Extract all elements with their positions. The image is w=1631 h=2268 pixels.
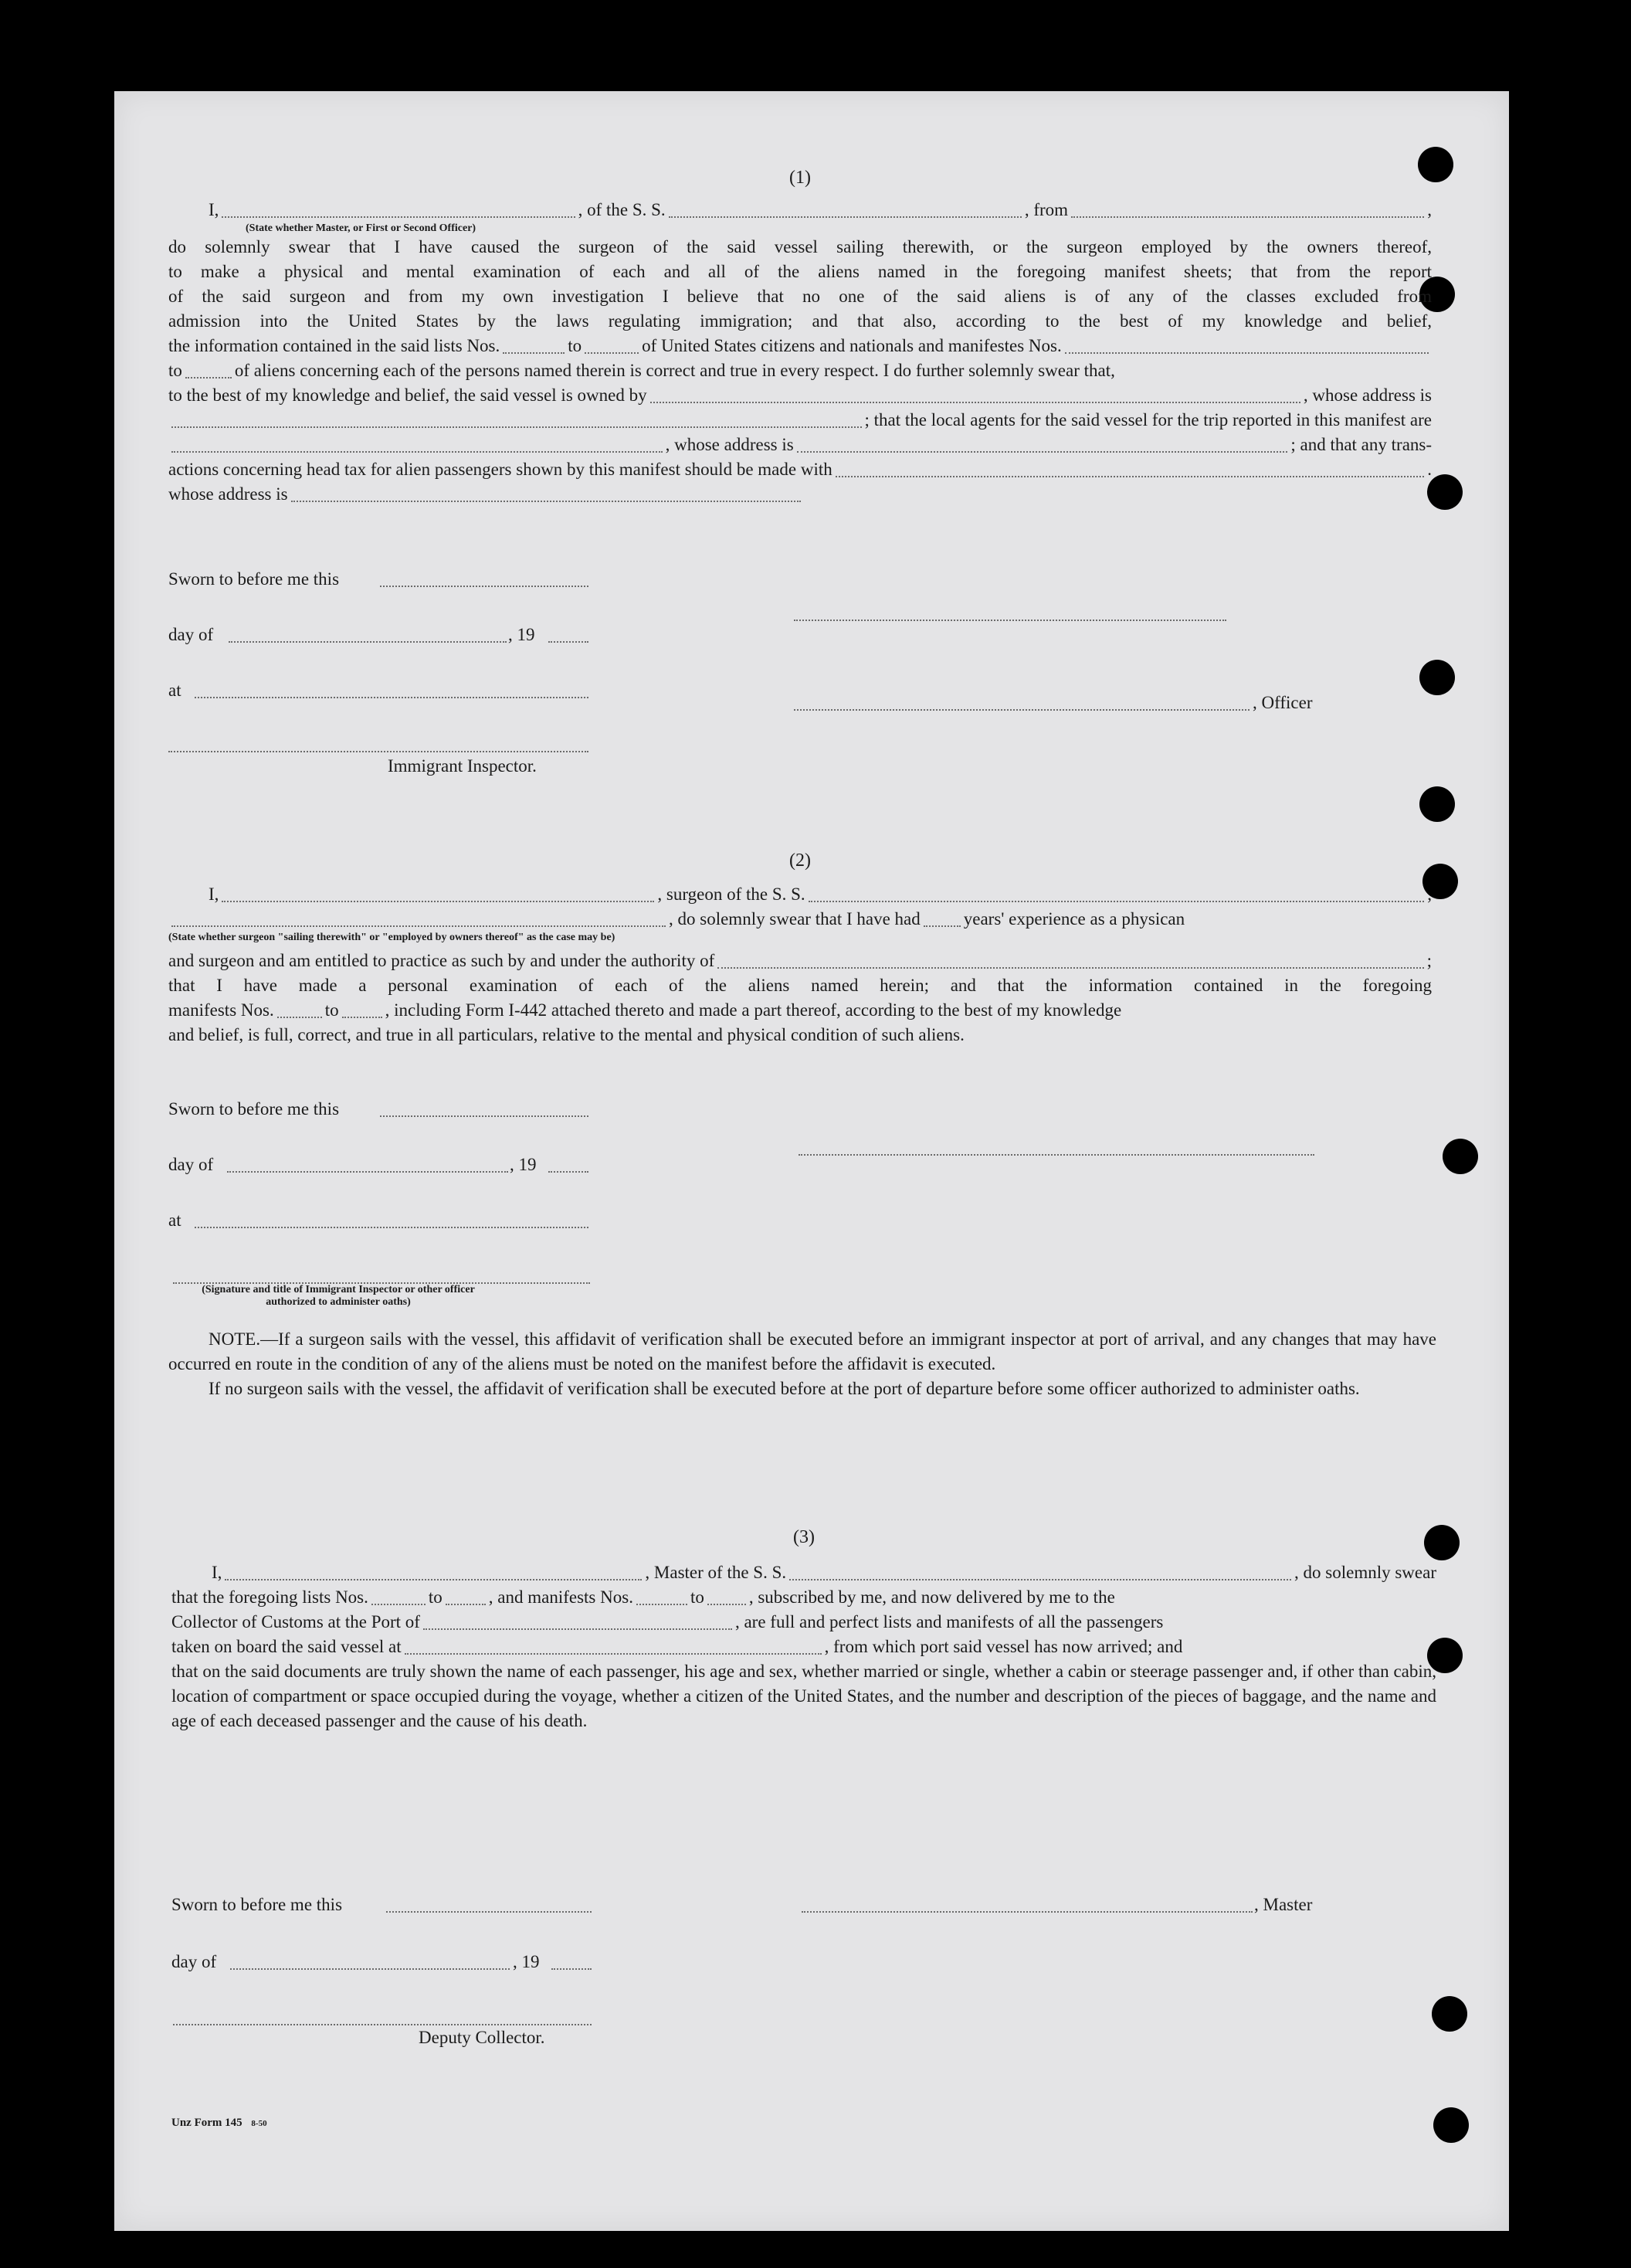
agents-address-field[interactable] xyxy=(797,437,1288,453)
label: manifests Nos. xyxy=(168,1000,274,1020)
section-number: (2) xyxy=(789,850,811,871)
lists-to-field[interactable] xyxy=(585,338,639,354)
label: I, xyxy=(209,884,219,904)
affidavit-section-2 xyxy=(168,848,1432,1047)
master-name-field[interactable] xyxy=(225,1565,642,1580)
label: I, xyxy=(209,200,219,219)
sworn-date-field[interactable] xyxy=(380,584,588,587)
body-line: and belief, is full, correct, and true in all particulars, relative to the mental and physical condition of such aliens. xyxy=(168,1025,965,1044)
label: taken on board the said vessel at xyxy=(171,1637,402,1656)
owner-field[interactable] xyxy=(650,388,1300,403)
year-field[interactable] xyxy=(548,1170,588,1173)
years-field[interactable] xyxy=(924,912,961,927)
deputy-label: Deputy Collector. xyxy=(419,2028,545,2047)
label: , Master of the S. S. xyxy=(645,1563,787,1582)
label: . xyxy=(1427,460,1432,479)
surgeon-name-field[interactable] xyxy=(222,887,654,902)
manifests-to-field[interactable] xyxy=(342,1003,382,1018)
punch-hole xyxy=(1432,1996,1467,2032)
officer-label: , Officer xyxy=(1253,693,1313,712)
label: years' experience as a physican xyxy=(963,909,1185,929)
body-line: of the said surgeon and from my own investigation I believe that no one of the said aliens is of any of the classes excluded from xyxy=(168,287,1432,306)
label: ; and that any trans- xyxy=(1290,435,1433,454)
departure-port-field[interactable] xyxy=(405,1639,822,1655)
label: , are full and perfect lists and manifests of all the passengers xyxy=(734,1612,1164,1631)
lists-to-field[interactable] xyxy=(446,1590,486,1605)
agents-field[interactable] xyxy=(171,437,663,453)
day-of-label: day of xyxy=(168,625,214,644)
head-tax-address-field[interactable] xyxy=(291,487,801,502)
authority-field[interactable] xyxy=(717,953,1423,969)
sworn-label: Sworn to before me this xyxy=(168,569,340,589)
label: to xyxy=(428,1587,443,1607)
officer-title-field[interactable] xyxy=(794,708,1250,711)
note-section xyxy=(168,1327,1436,1401)
label: ; xyxy=(1426,951,1432,970)
note-paragraph: If no surgeon sails with the vessel, the affidavit of verification shall be executed before at the port of departure before some officer authorized to administer oaths. xyxy=(209,1379,1360,1398)
manifests-from-field[interactable] xyxy=(1065,338,1429,354)
label: , xyxy=(1427,884,1432,904)
form-number-text: Unz Form 145 xyxy=(171,2117,242,2129)
punch-hole xyxy=(1427,474,1463,510)
day-of-field[interactable] xyxy=(229,640,507,643)
sworn-date-field[interactable] xyxy=(380,1114,588,1117)
at-label: at xyxy=(168,1210,181,1230)
label: to xyxy=(324,1000,339,1020)
vessel-name-field[interactable] xyxy=(809,887,1425,902)
label: , from xyxy=(1024,200,1069,219)
day-of-label: day of xyxy=(171,1952,217,1971)
at-label: at xyxy=(168,681,181,700)
label: , whose address is xyxy=(665,435,794,454)
punch-hole xyxy=(1419,786,1455,822)
label: I, xyxy=(212,1563,222,1582)
label: , and manifests Nos. xyxy=(488,1587,633,1607)
manifests-from-field[interactable] xyxy=(277,1003,322,1018)
inspector-label: Immigrant Inspector. xyxy=(388,756,537,776)
label: whose address is xyxy=(168,484,288,504)
day-of-field[interactable] xyxy=(230,1967,510,1970)
label: to xyxy=(568,336,582,355)
label: to xyxy=(690,1587,704,1607)
punch-hole xyxy=(1443,1139,1478,1174)
vessel-name-field[interactable] xyxy=(669,202,1022,218)
year-field[interactable] xyxy=(551,1967,592,1970)
manifest-affidavit-page xyxy=(114,91,1509,2231)
label: , from which port said vessel has now arrived; and xyxy=(824,1637,1183,1656)
inspector-signature-field[interactable] xyxy=(168,749,588,752)
manifests-from-field[interactable] xyxy=(636,1590,687,1605)
label: to xyxy=(168,361,182,380)
label: of aliens concerning each of the persons named therein is correct and true in every respect. I do further solemnly swear that, xyxy=(234,361,1115,380)
form-date: 8-50 xyxy=(251,2119,267,2128)
form-number xyxy=(171,2110,267,2136)
lists-from-field[interactable] xyxy=(503,338,565,354)
field-hint: (State whether surgeon "sailing therewith" or "employed by owners thereof" as the case may be) xyxy=(168,932,615,943)
body-paragraph: that on the said documents are truly shown the name of each passenger, his age and sex, whether married or single, whether a cabin or steerage passenger and, if other than cabin, location of compartment or space occupied during the voyage, whether a citizen of the United States, and the number and description of the pieces of baggage, and the name and age of each deceased passenger and the cause of his death. xyxy=(171,1662,1436,1730)
head-tax-party-field[interactable] xyxy=(836,462,1425,477)
port-field[interactable] xyxy=(423,1614,732,1630)
surgeon-signature-field[interactable] xyxy=(799,1153,1314,1156)
affidavit-section-1 xyxy=(168,165,1432,507)
sworn-label: Sworn to before me this xyxy=(168,1099,340,1119)
manifests-to-field[interactable] xyxy=(707,1590,746,1605)
body-line: that I have made a personal examination of each of the aliens named herein; and that the information contained in the foregoing xyxy=(168,976,1432,995)
label: , subscribed by me, and now delivered by me to the xyxy=(748,1587,1115,1607)
master-label: , Master xyxy=(1254,1895,1313,1914)
section-number: (1) xyxy=(789,168,811,188)
label: to the best of my knowledge and belief, the said vessel is owned by xyxy=(168,385,647,405)
sworn-date-field[interactable] xyxy=(386,1910,592,1913)
surgeon-status-field[interactable] xyxy=(171,912,666,927)
master-signature-field[interactable] xyxy=(802,1910,1253,1913)
label: , including Form I-442 attached thereto and made a part thereof, according to the best of my knowledge xyxy=(385,1000,1122,1020)
label: , do solemnly swear that I have had xyxy=(669,909,921,929)
label: that the foregoing lists Nos. xyxy=(171,1587,368,1607)
punch-hole xyxy=(1419,660,1455,695)
manifests-to-field[interactable] xyxy=(185,363,232,379)
label: actions concerning head tax for alien passengers shown by this manifest should be made with xyxy=(168,460,832,479)
officer-field[interactable] xyxy=(222,202,575,218)
year-field[interactable] xyxy=(548,640,588,643)
body-line: to make a physical and mental examination of each and all of the aliens named in the foregoing manifest sheets; that from the report xyxy=(168,262,1432,281)
officer-signature-field[interactable] xyxy=(794,618,1226,621)
label: and surgeon and am entitled to practice as such by and under the authority of xyxy=(168,951,715,970)
sworn-label: Sworn to before me this xyxy=(171,1895,343,1914)
year-label: , 19 xyxy=(510,1155,537,1174)
body-line: do solemnly swear that I have caused the surgeon of the said vessel sailing therewith, or the surgeon employed by the owners thereof, xyxy=(168,237,1432,256)
label: ; that the local agents for the said vessel for the trip reported in this manifest are xyxy=(864,410,1432,429)
section-number: (3) xyxy=(793,1527,815,1547)
note-paragraph: NOTE.—If a surgeon sails with the vessel, this affidavit of verification shall be executed before an immigrant inspector at port of arrival, and any changes that may have occurred en route in the condition of any of the aliens must be noted on the manifest before the affidavit is executed. xyxy=(168,1329,1436,1373)
day-of-label: day of xyxy=(168,1155,214,1174)
affidavit-section-3 xyxy=(171,1525,1436,1733)
punch-hole xyxy=(1433,2107,1469,2143)
signature-hint: (Signature and title of Immigrant Inspector or other officer authorized to administer oaths) xyxy=(202,1284,475,1308)
year-label: , 19 xyxy=(508,625,535,644)
label: , do solemnly swear xyxy=(1294,1563,1436,1582)
at-field[interactable] xyxy=(195,695,588,698)
label: , whose address is xyxy=(1303,385,1432,405)
year-label: , 19 xyxy=(513,1952,540,1971)
vessel-name-field[interactable] xyxy=(789,1565,1291,1580)
field-hint: (State whether Master, or First or Second Officer) xyxy=(246,222,476,234)
label: , xyxy=(1427,200,1432,219)
body-line: admission into the United States by the laws regulating immigration; and that also, according to the best of my knowledge and belief, xyxy=(168,311,1432,331)
day-of-field[interactable] xyxy=(227,1170,508,1173)
label: the information contained in the said lists Nos. xyxy=(168,336,500,355)
label: of United States citizens and nationals and manifestes Nos. xyxy=(642,336,1062,355)
owner-address-field[interactable] xyxy=(171,413,862,428)
label: , surgeon of the S. S. xyxy=(657,884,805,904)
from-port-field[interactable] xyxy=(1071,202,1424,218)
label: Collector of Customs at the Port of xyxy=(171,1612,420,1631)
label: , of the S. S. xyxy=(578,200,666,219)
at-field[interactable] xyxy=(195,1225,588,1228)
lists-from-field[interactable] xyxy=(371,1590,426,1605)
